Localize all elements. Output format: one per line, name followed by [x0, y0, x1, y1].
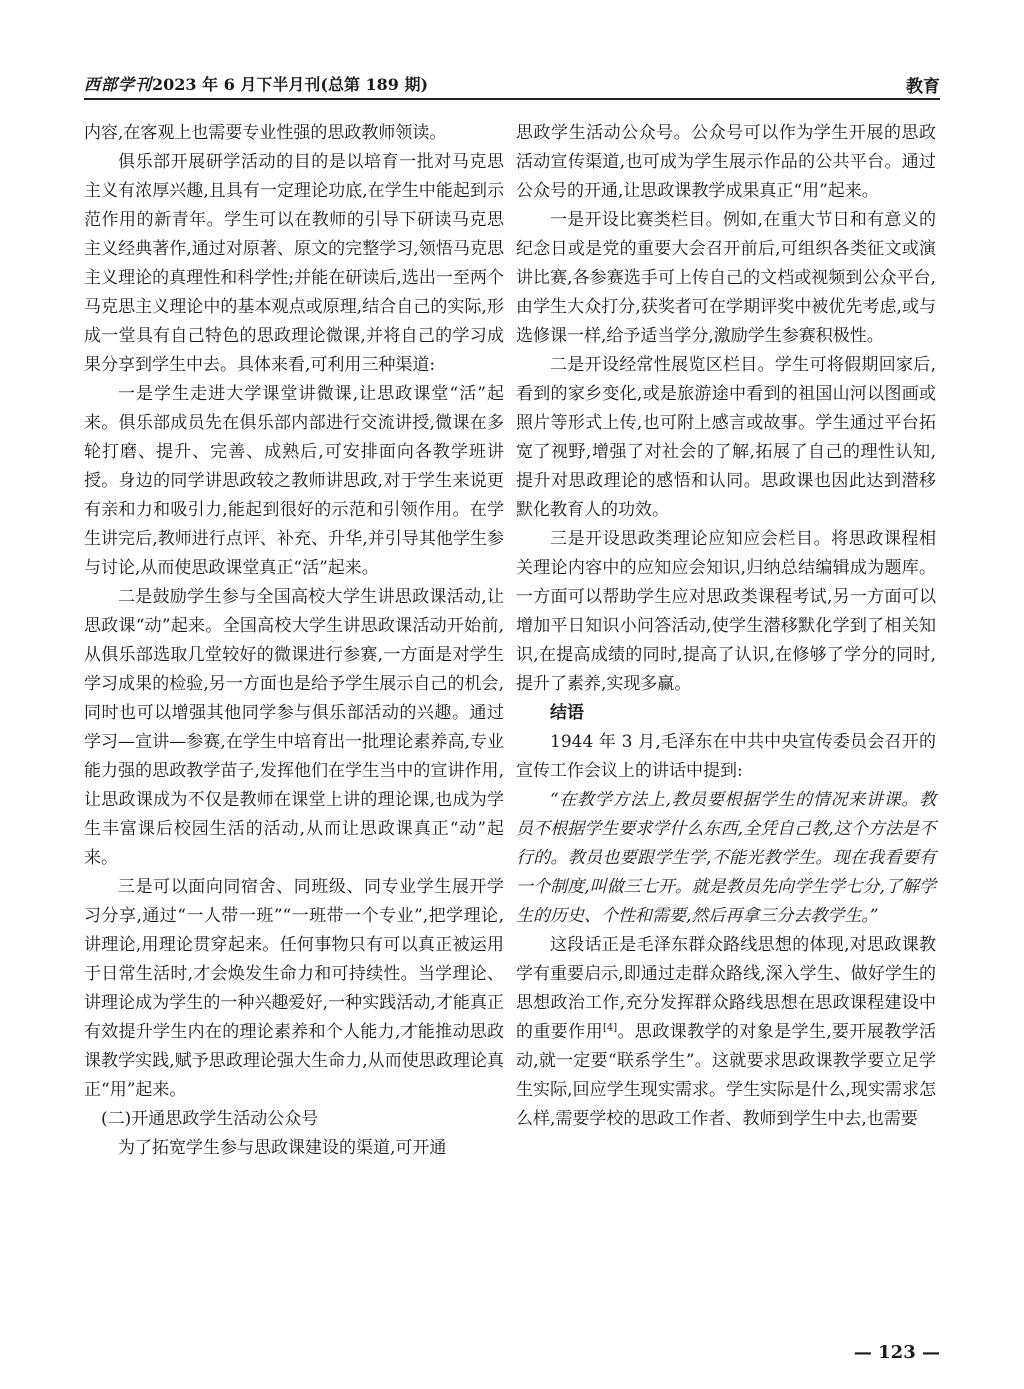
journal-info [84, 72, 428, 95]
paragraph: 二是开设经常性展览区栏目。学生可将假期回家后,看到的家乡变化,或是旅游途中看到的祖国山河以图画或照片等形式上传,也可附上感言或故事。学生通过平台拓宽了视野,增强了对社会的了解,拓展了自己的理性认知,提升对思政理论的感悟和认同。思政课也因此达到潜移默化教育人的功效。 [516, 355, 936, 520]
block-quote: “在教学方法上,教员要根据学生的情况来讲课。教员不根据学生要求学什么东西,全凭自己教,这个方法是不行的。教员也要跟学生学,不能光教学生。现在我看要有一个制度,叫做三七开。就是教员先向学生学七分,了解学生的历史、个性和需要,然后再拿三分去教学生。” [516, 790, 937, 926]
paragraph [516, 931, 936, 1134]
right-column [516, 119, 936, 1134]
paragraph: 三是开设思政类理论应知应会栏目。将思政课程相关理论内容中的应知应会知识,归纳总结编辑成为题库。一方面可以帮助学生应对思政类课程考试,另一方面可以增加平日知识小问答活动,使学生潜移默化学到了相关知识,在提高成绩的同时,提高了认识,在修够了学分的同时,提升了素养,实现多赢。 [516, 529, 936, 694]
paragraph: 1944 年 3 月,毛泽东在中共中央宣传委员会召开的宣传工作会议上的讲话中提到: [516, 732, 936, 781]
paragraph: 内容,在客观上也需要专业性强的思政教师领读。 [84, 123, 447, 143]
section-label: 教育 [906, 77, 940, 97]
subsection-heading: (二)开通思政学生活动公众号 [101, 1109, 319, 1129]
running-header [84, 72, 940, 100]
citation-ref: [4] [602, 1022, 618, 1034]
paragraph: 一是学生走进大学课堂讲微课,让思政课堂“活”起来。俱乐部成员先在俱乐部内部进行交流讲授,微课在多轮打磨、提升、完善、成熟后,可安排面向各教学班讲授。身边的同学讲思政较之教师讲思政,对于学生来说更有亲和力和吸引力,能起到很好的示范和引领作用。在学生讲完后,教师进行点评、补充、升华,并引导其他学生参与讨论,从而使思政课堂真正“活”起来。 [84, 384, 504, 578]
paragraph: 一是开设比赛类栏目。例如,在重大节日和有意义的纪念日或是党的重要大会召开前后,可组织各类征文或演讲比赛,各参赛选手可上传自己的文档或视频到公众平台,由学生大众打分,获奖者可在学期评奖中被优先考虑,或与选修课一样,给予适当学分,激励学生参赛积极性。 [516, 210, 936, 346]
issue-info: 2023 年 6 月下半月刊(总第 189 期) [152, 75, 429, 94]
paragraph: 思政学生活动公众号。公众号可以作为学生开展的思政活动宣传渠道,也可成为学生展示作品的公共平台。通过公众号的开通,让思政课教学成果真正“用”起来。 [516, 123, 936, 201]
paragraph: 为了拓宽学生参与思政课建设的渠道,可开通 [118, 1138, 447, 1158]
section-heading: 结语 [550, 703, 584, 723]
page-number: — 123 — [853, 1342, 940, 1363]
paragraph: 俱乐部开展研学活动的目的是以培育一批对马克思主义有浓厚兴趣,且具有一定理论功底,在学生中能起到示范作用的新青年。学生可以在教师的引导下研读马克思主义经典著作,通过对原著、原文的完整学习,领悟马克思主义理论的真理性和科学性;并能在研读后,选出一至两个马克思主义理论中的基本观点或原理,结合自己的实际,形成一堂具有自己特色的思政理论微课,并将自己的学习成果分享到学生中去。具体来看,可利用三种渠道: [84, 152, 504, 375]
paragraph: 三是可以面向同宿舍、同班级、同专业学生展开学习分享,通过“一人带一班”“一班带一个专业”,把学理论,讲理论,用理论贯穿起来。任何事物只有可以真正被运用于日常生活时,才会焕发生命力和可持续性。当学理论、讲理论成为学生的一种兴趣爱好,一种实践活动,才能真正有效提升学生内在的理论素养和个人能力,才能推动思政课教学实践,赋予思政理论强大生命力,从而使思政理论真正“用”起来。 [84, 877, 504, 1100]
paragraph-text: 这段话正是毛泽东群众路线思想的体现,对思政课教学有重要启示,即通过走群众路线,深入学生、做好学生的思想政治工作,充分发挥群众路线思想在思政课程建设中的重要作用 [516, 935, 936, 1042]
left-column [84, 119, 504, 1163]
journal-logo: 西部学刊 [84, 75, 153, 94]
paragraph: 二是鼓励学生参与全国高校大学生讲思政课活动,让思政课“动”起来。全国高校大学生讲思政课活动开始前,从俱乐部选取几堂较好的微课进行参赛,一方面是对学生学习成果的检验,另一方面也是给予学生展示自己的机会,同时也可以增强其他同学参与俱乐部活动的兴趣。通过学习—宣讲—参赛,在学生中培育出一批理论素养高,专业能力强的思政教学苗子,发挥他们在学生当中的宣讲作用,让思政课成为不仅是教师在课堂上讲的理论课,也成为学生丰富课后校园生活的活动,从而让思政课真正“动”起来。 [84, 587, 504, 868]
paragraph-text: 。思政课教学的对象是学生,要开展教学活动,就一定要“联系学生”。这就要求思政课教学要立足学生实际,回应学生现实需求。学生实际是什么,现实需求怎么样,需要学校的思政工作者、教师到学生中去,也需要 [516, 1022, 937, 1129]
